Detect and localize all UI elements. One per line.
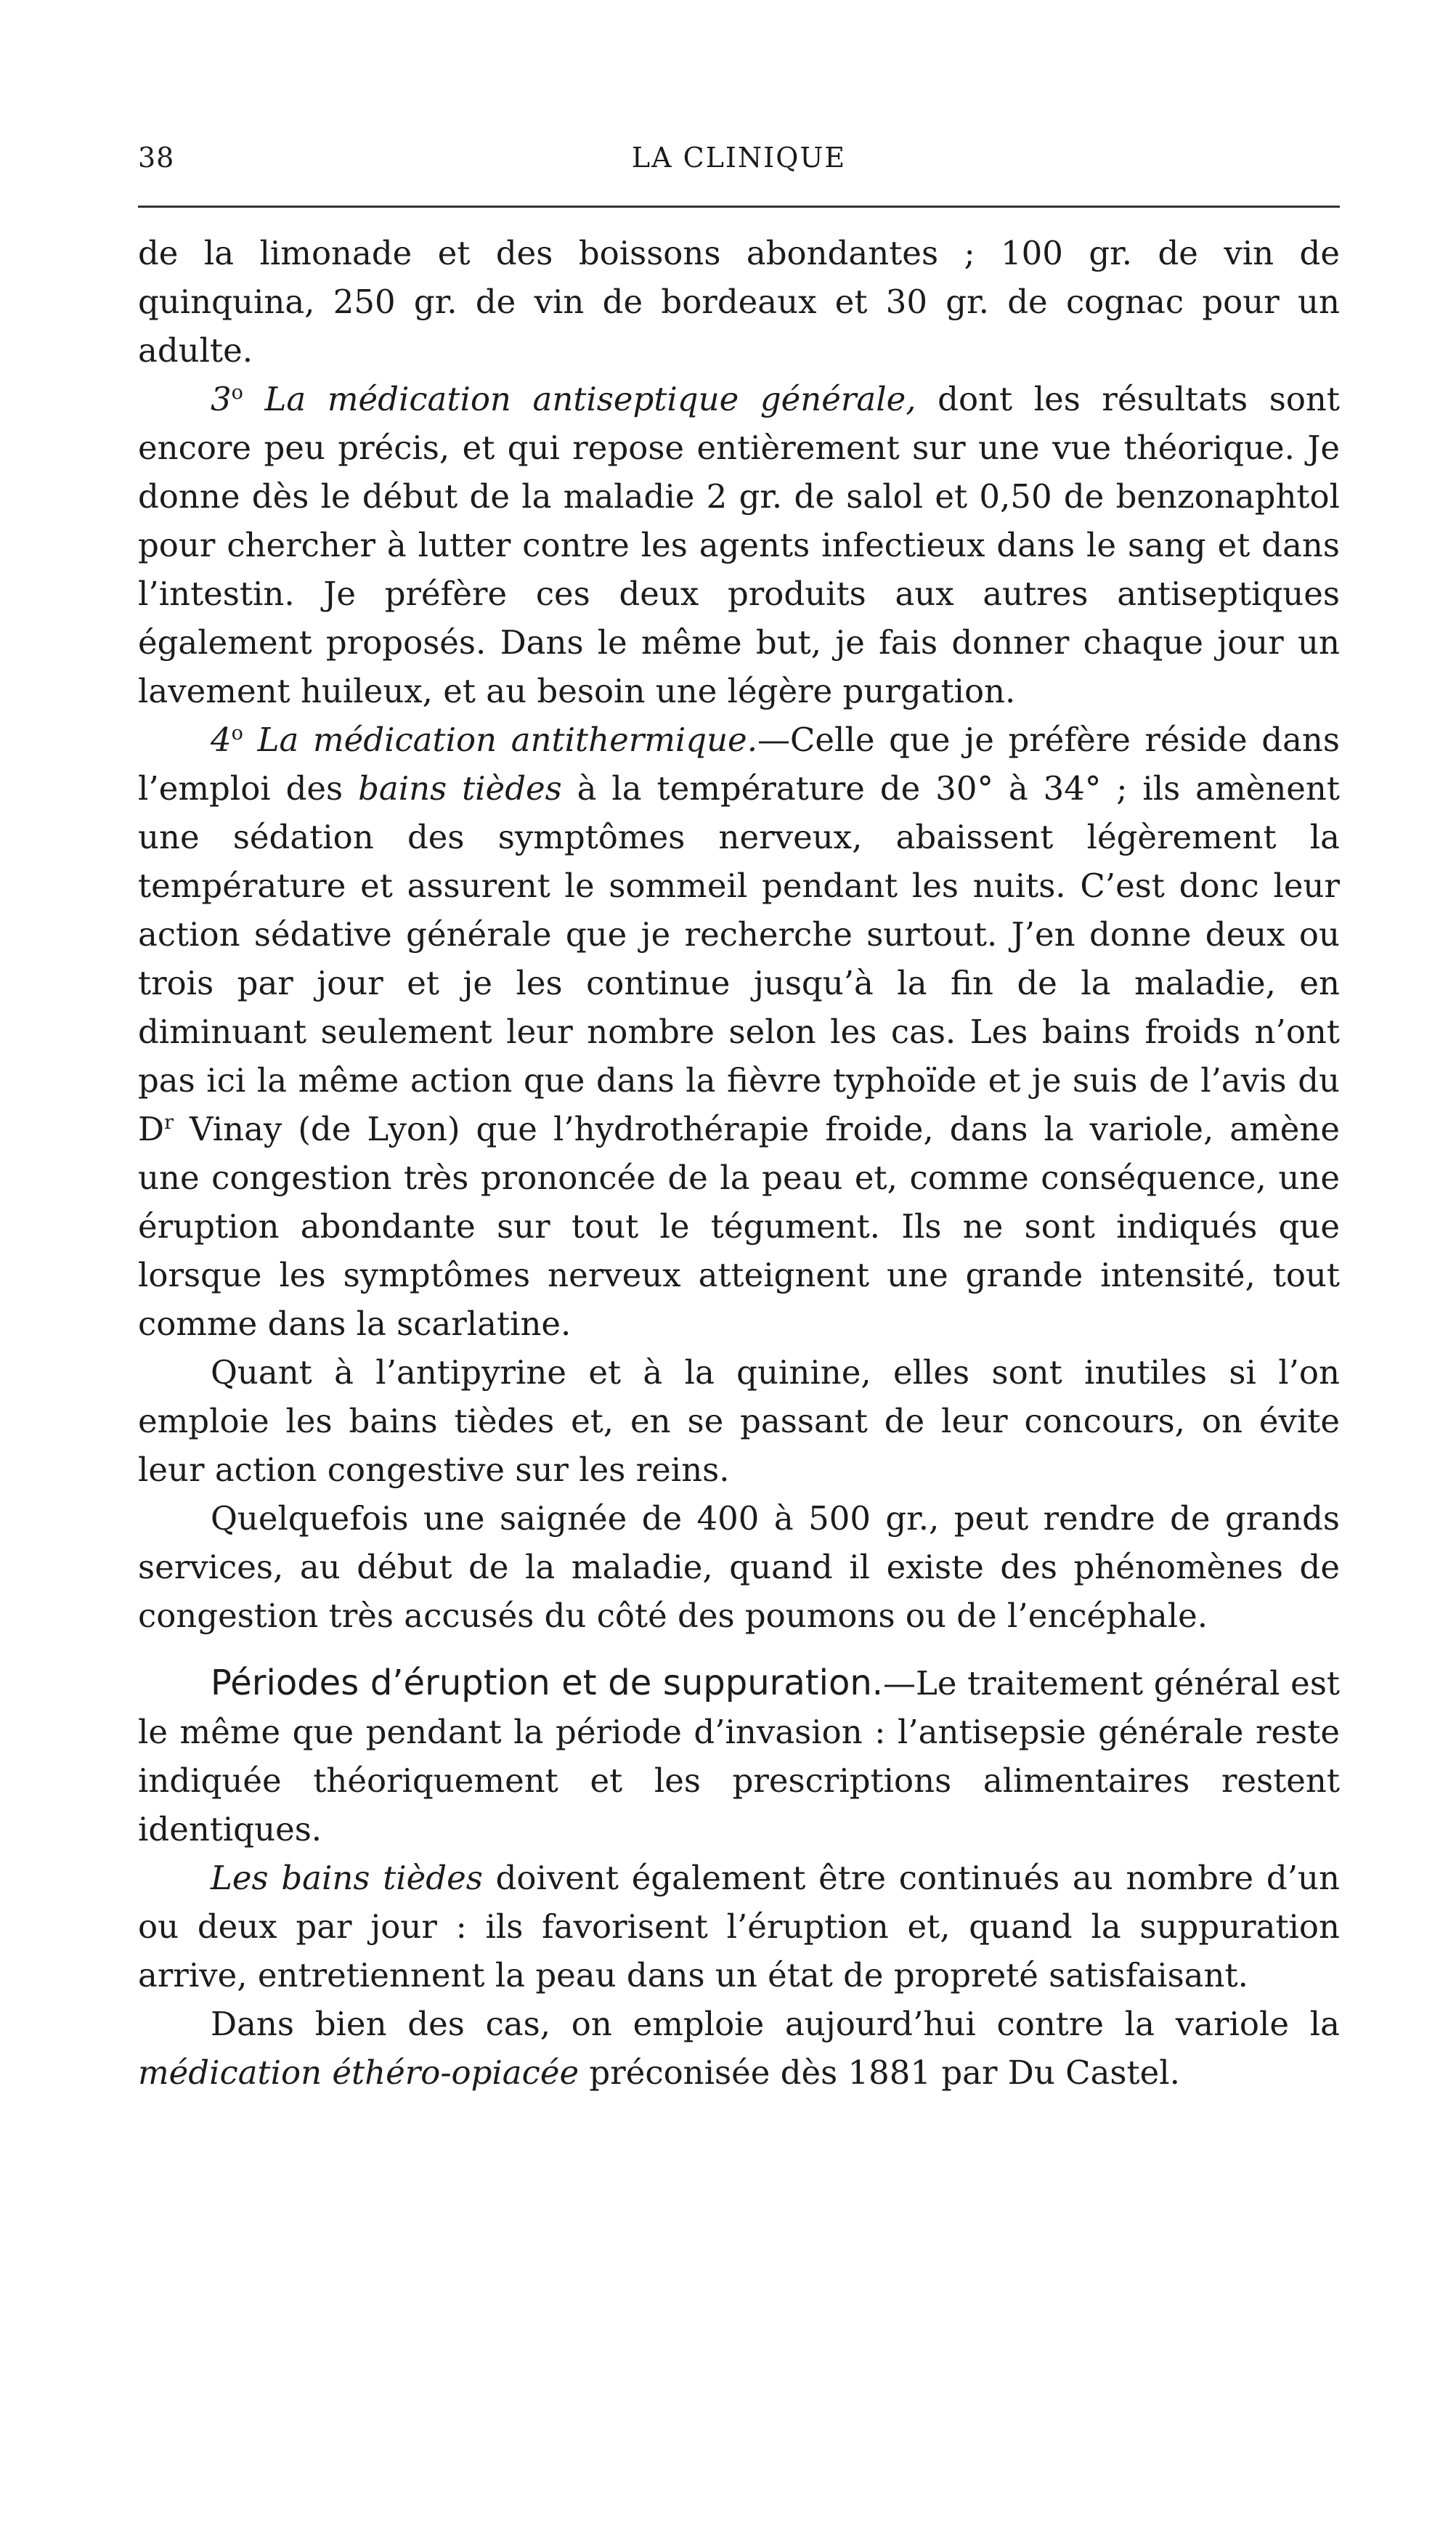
paragraph-1-text: de la limonade et des boissons abondantes ; 100 gr. de vin de quinquina, 250 gr. de vin de bordeaux et 30 gr. de cognac pour un adulte. [138,234,1340,370]
item-number-4: 4 [211,721,232,759]
ethero-text-a: Dans bien des cas, on emploie aujourd’hui contre la variole la [211,2005,1340,2043]
paragraph-antipyrine [138,1348,1340,1494]
antiseptic-title: La médication antiseptique générale, [264,380,916,418]
antipyrine-text: Quant à l’antipyrine et à la quinine, elles sont inutiles si l’on emploie les bains tièdes et, en se passant de leur concours, on évite leur action congestive sur les reins. [138,1353,1340,1489]
antithermic-text-b: à la température de 30° à 34° ; ils amènent une sédation des symptômes nerveux, abaissent légèrement la température et assurent le sommeil pendant les nuits. C’est donc leur action sédative générale que je recherche surtout. J’en donne deux ou trois par jour et je les continue jusqu’à la fin de la maladie, en diminuant seulement leur nombre selon les cas. Les bains froids n’ont pas ici la même action que dans la fièvre typhoïde et je suis de l’avis du D [138,769,1340,1148]
ethero-text-b: préconisée dès 1881 par Du Castel. [579,2053,1180,2092]
doctor-abbrev-sup: r [164,1111,174,1134]
paragraph-1 [138,229,1340,375]
antiseptic-text: dont les résultats sont encore peu précis, et qui repose entièrement sur une vue théorique. Je donne dès le début de la maladie 2 gr. de salol et 0,50 de benzonaphtol pour chercher à lutter contre les agents infectieux dans le sang et dans l’intestin. Je préfère ces deux produits aux autres antiseptiques également proposés. Dans le même but, je fais donner chaque jour un lavement huileux, et au besoin une légère purgation. [138,380,1340,710]
antithermic-text-c: Vinay (de Lyon) que l’hydrothérapie froide, dans la variole, amène une congestion très prononcée de la peau et, comme conséquence, une éruption abondante sur tout le tégument. Ils ne sont indiqués que lorsque les symptômes nerveux atteignent une grande intensité, tout comme dans la scarlatine. [138,1110,1340,1343]
saignee-text: Quelquefois une saignée de 400 à 500 gr., peut rendre de grands services, au début de la maladie, quand il existe des phénomènes de congestion très accusés du côté des poumons ou de l’encéphale. [138,1499,1340,1635]
body-text [138,229,1340,2097]
ethero-term: médication éthéro-opiacée [138,2053,579,2092]
section-heading: Périodes d’éruption et de suppuration. [211,1663,883,1703]
paragraph-antiseptic [138,375,1340,715]
bains-text: doivent également être continués au nombre d’un ou deux par jour : ils favorisent l’éruption et, quand la suppuration arrive, entretiennent la peau dans un état de propreté satisfaisant. [138,1859,1340,1995]
item-number-3: 3 [211,380,232,418]
bains-term: Les bains tièdes [211,1859,483,1897]
item-number-3-sup: o [231,381,243,404]
bains-tiedes-term: bains tièdes [358,769,562,808]
antithermic-title: La médication antithermique. [257,721,757,759]
antithermic-text-a: —Celle que je préfère réside dans l’emploi des [138,721,1340,808]
page-number: 38 [138,142,175,174]
item-number-4-sup: o [231,722,243,744]
paragraph-saignee [138,1494,1340,1640]
paragraph-ethero [138,2000,1340,2097]
eruption-text: —Le traitement général est le même que pendant la période d’invasion : l’antisepsie générale reste indiquée théoriquement et les prescriptions alimentaires restent identiques. [138,1664,1340,1849]
running-head: LA CLINIQUE [631,142,847,174]
paragraph-bains [138,1854,1340,2000]
paragraph-eruption-section [138,1659,1340,1854]
paragraph-antithermic [138,715,1340,1348]
page-header [138,142,1340,185]
header-rule [138,206,1340,208]
